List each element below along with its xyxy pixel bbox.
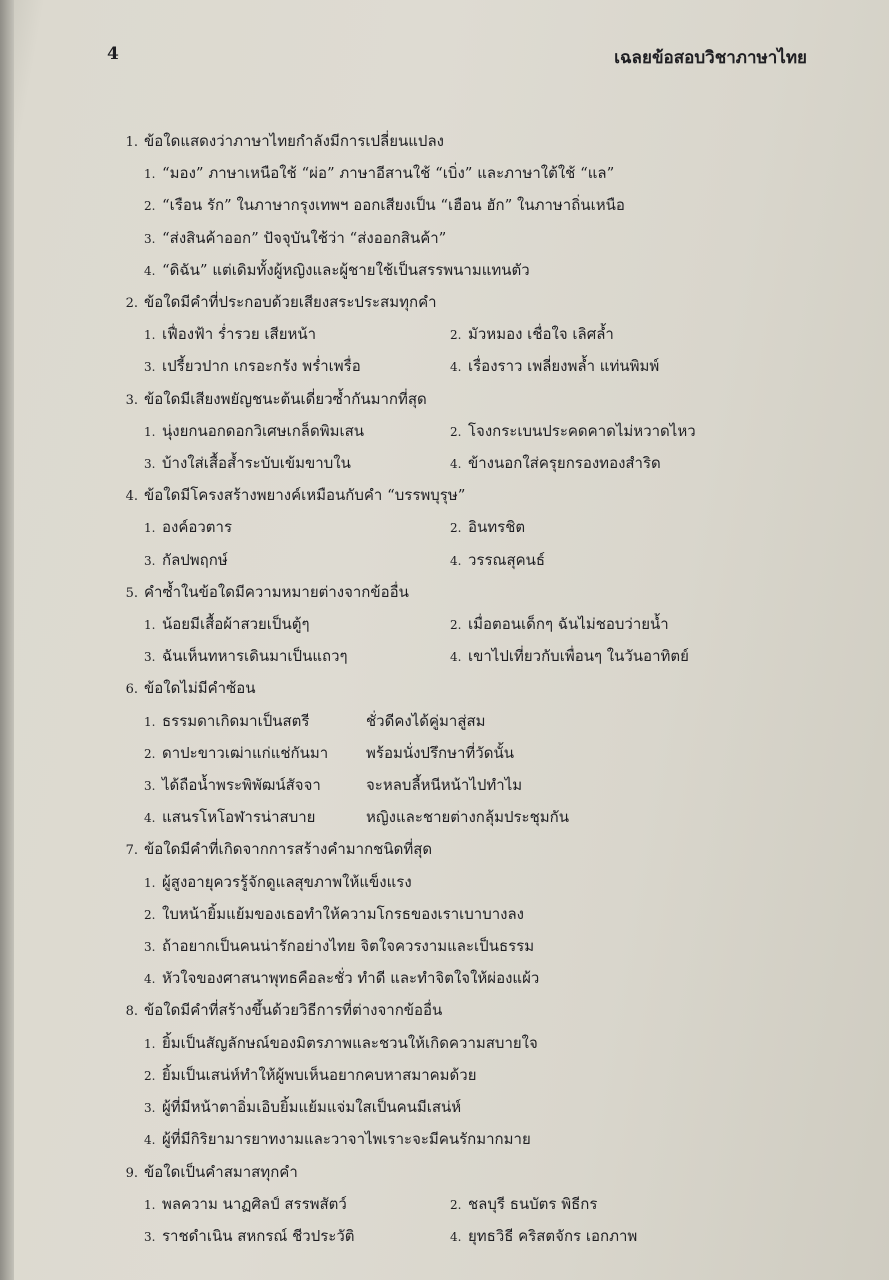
page-number: 4 [107, 44, 119, 64]
question-number: 7. [125, 843, 138, 859]
option-3: 3. “ส่งสินค้าออก” ปัจจุบันใช้ว่า “ส่งออกสินค้า” [144, 228, 447, 247]
question-number: 2. [125, 296, 138, 312]
question-number: 1. [125, 135, 138, 150]
question-3 [118, 384, 818, 481]
option-3: 3. ได้ถือน้ำพระพิพัฒน์สัจจา จะหลบลี้หนีหน้าไปทำไม [144, 776, 523, 795]
question-text: ข้อใดเป็นคำสมาสทุกคำ [144, 1162, 298, 1181]
option-2: 2. ชลบุรี ธนบัตร พิธีกร [450, 1194, 598, 1213]
option-1: 1. นุ่งยกนอกดอกวิเศษเกล็ดพิมเสน [144, 421, 365, 440]
question-text: ข้อใดมีคำที่สร้างขึ้นด้วยวิธีการที่ต่างจากข้ออื่น [144, 1001, 443, 1020]
option-3: 3. ถ้าอยากเป็นคนน่ารักอย่างไทย จิตใจควรงามและเป็นธรรม [144, 937, 535, 956]
option-4: 4. วรรณสุคนธ์ [450, 550, 546, 569]
question-text: ข้อใดมีโครงสร้างพยางค์เหมือนกับคำ “บรรพบุรุษ” [144, 486, 466, 505]
option-4: 4. “ดิฉัน” แต่เดิมทั้งผู้หญิงและผู้ชายใช้เป็นสรรพนามแทนตัว [144, 260, 530, 279]
question-number: 8. [125, 1004, 138, 1020]
option-1: 1. “มอง” ภาษาเหนือใช้ “ผ่อ” ภาษาอีสานใช้ “เบิ่ง” และภาษาใต้ใช้ “แล” [144, 164, 615, 183]
option-4: 4. เขาไปเที่ยวกับเพื่อนๆ ในวันอาทิตย์ [450, 647, 689, 666]
question-text: ข้อใดมีเสียงพยัญชนะต้นเดี่ยวซ้ำกันมากที่สุด [144, 389, 427, 408]
option-2: 2. ยิ้มเป็นเสน่ห์ทำให้ผู้พบเห็นอยากคบหาสมาคมด้วย [144, 1065, 477, 1084]
option-4: 4. ข้างนอกใส่ครุยกรองทองสำริด [450, 454, 661, 473]
question-list [118, 126, 818, 1253]
option-1: 1. ยิ้มเป็นสัญลักษณ์ของมิตรภาพและชวนให้เกิดความสบายใจ [144, 1033, 538, 1052]
option-1: 1. เฟื่องฟ้า ร่ำรวย เสียหน้า [144, 325, 317, 344]
option-1: 1. องค์อวตาร [144, 518, 233, 537]
question-4 [118, 480, 818, 577]
question-number: 3. [125, 392, 138, 408]
question-text: ข้อใดมีคำที่เกิดจากการสร้างคำมากชนิดที่สุด [144, 840, 433, 859]
option-2: 2. โจงกระเบนประคดคาดไม่หวาดไหว [450, 421, 696, 440]
option-3: 3. บ้างใส่เสื้อส้ำระบับเข้มขาบใน [144, 454, 351, 473]
option-2: 2. ดาปะขาวเฒ่าแก่แช่กันมา พร้อมนั่งปรึกษาที่วัดนั้น [144, 743, 514, 762]
option-3: 3. ผู้ที่มีหน้าตาอิ่มเอิบยิ้มแย้มแจ่มใสเป็นคนมีเสน่ห์ [144, 1098, 462, 1117]
book-spine-shadow [0, 0, 14, 1280]
option-1: 1. น้อยมีเสื้อผ้าสวยเป็นตู้ๆ [144, 615, 310, 634]
question-2 [118, 287, 818, 384]
option-3: 3. ฉันเห็นทหารเดินมาเป็นแถวๆ [144, 647, 348, 666]
option-3: 3. เปรี้ยวปาก เกรอะกรัง พร่ำเพรื่อ [144, 357, 361, 376]
option-3: 3. ราชดำเนิน สหกรณ์ ชีวประวัติ [144, 1226, 355, 1245]
option-2: 2. “เรือน รัก” ในภาษากรุงเทพฯ ออกเสียงเป็น “เฮือน ฮัก” ในภาษาถิ่นเหนือ [144, 196, 625, 215]
option-1: 1. ธรรมดาเกิดมาเป็นสตรี ชั่วดีคงได้คู่มาสู่สม [144, 711, 486, 730]
question-9 [118, 1157, 818, 1254]
option-3: 3. กัลปพฤกษ์ [144, 550, 228, 569]
question-text: คำซ้ำในข้อใดมีความหมายต่างจากข้ออื่น [144, 582, 409, 601]
question-number: 4. [125, 489, 138, 505]
question-text: ข้อใดมีคำที่ประกอบด้วยเสียงสระประสมทุกคำ [144, 293, 437, 312]
question-number: 6. [125, 682, 138, 698]
option-1: 1. พลความ นาฏศิลป์ สรรพสัตว์ [144, 1194, 347, 1213]
option-2: 2. ใบหน้ายิ้มแย้มของเธอทำให้ความโกรธของเราเบาบางลง [144, 904, 524, 923]
question-8 [118, 995, 818, 1156]
question-6 [118, 673, 818, 834]
option-2: 2. เมื่อตอนเด็กๆ ฉันไม่ชอบว่ายน้ำ [450, 615, 669, 634]
option-2: 2. อินทรชิต [450, 518, 526, 537]
running-head: เฉลยข้อสอบวิชาภาษาไทย [614, 48, 807, 68]
question-1 [118, 126, 818, 287]
option-4: 4. ยุทธวิธี คริสตจักร เอกภาพ [450, 1226, 638, 1245]
question-number: 9. [125, 1165, 138, 1181]
option-2: 2. มัวหมอง เชื่อใจ เลิศล้ำ [450, 325, 614, 344]
question-7 [118, 834, 818, 995]
question-number: 5. [125, 585, 138, 601]
option-4: 4. ผู้ที่มีกิริยามารยาทงามและวาจาไพเราะจะมีคนรักมากมาย [144, 1130, 531, 1149]
option-4: 4. แสนรโหโอฬารน่าสบาย หญิงและชายต่างกลุ้มประชุมกัน [144, 808, 569, 827]
option-4: 4. หัวใจของศาสนาพุทธคือละชั่ว ทำดี และทำจิตใจให้ผ่องแผ้ว [144, 969, 540, 988]
question-5 [118, 577, 818, 674]
question-text: ข้อใดแสดงว่าภาษาไทยกำลังมีการเปลี่ยนแปลง [144, 132, 444, 150]
option-1: 1. ผู้สูงอายุควรรู้จักดูแลสุขภาพให้แข็งแรง [144, 872, 412, 891]
question-text: ข้อใดไม่มีคำซ้อน [144, 679, 256, 698]
option-4: 4. เรื่องราว เพลี่ยงพล้ำ แท่นพิมพ์ [450, 357, 660, 376]
